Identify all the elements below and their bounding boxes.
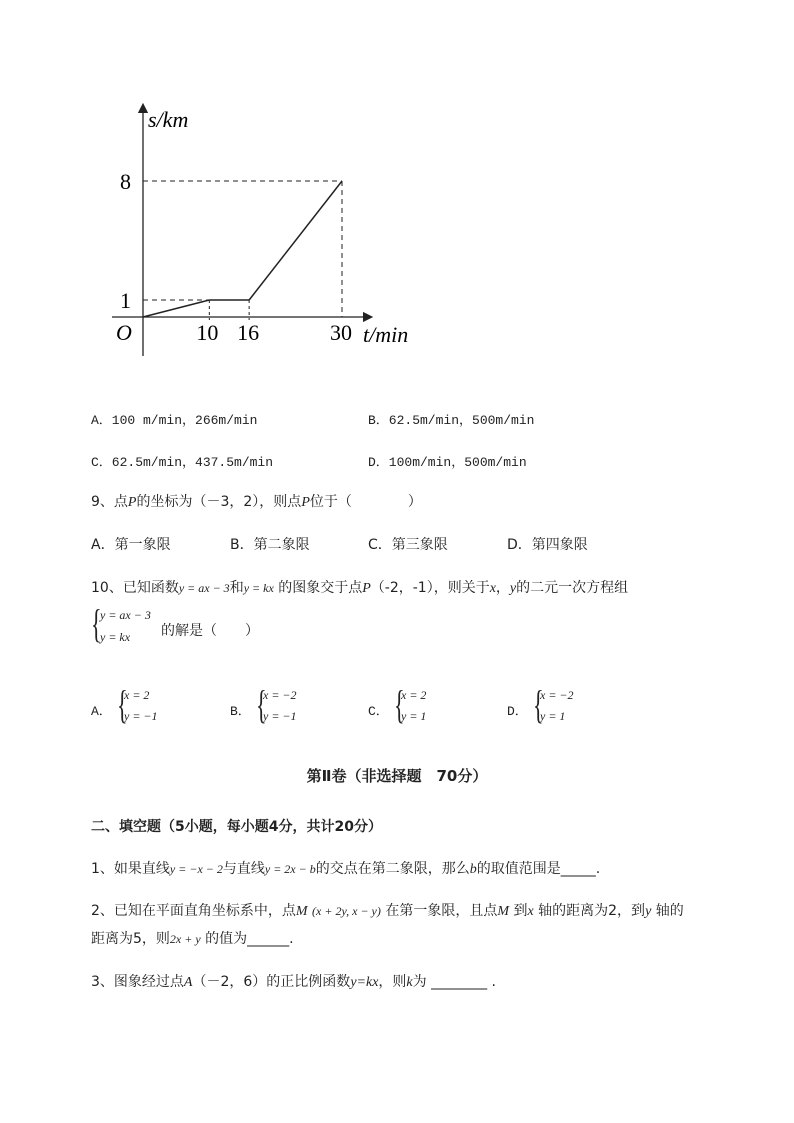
q10-comma: ， <box>495 580 510 596</box>
series-segment <box>249 181 342 300</box>
q10-option-d-bottom: y = 1 <box>540 709 566 723</box>
q10-option-a[interactable] <box>91 682 211 727</box>
part2-title: 第Ⅱ卷（非选择题 70分） <box>306 767 488 785</box>
q10-stem-c: （-2，-1），则关于 <box>370 580 490 596</box>
fill-q1-c: 的交点在第二象限，那么 <box>315 861 470 877</box>
q10-option-d[interactable] <box>507 682 627 727</box>
fill-q1-f2: y = 2x − b <box>264 862 316 876</box>
fill-q2-x: x <box>527 904 534 919</box>
q10-option-a-bottom: y = −1 <box>124 709 158 723</box>
q9-stem <box>91 491 422 511</box>
q10-option-a-letter: A． <box>91 704 112 719</box>
q10-system-brace: { <box>91 601 102 646</box>
fill-q1-var: b <box>469 862 477 877</box>
q10-option-b-letter: B． <box>230 704 251 719</box>
q10-and: 和 <box>229 580 244 596</box>
origin-label: O <box>116 320 132 345</box>
q10-stem-d: 的二元一次方程组 <box>516 580 629 596</box>
fill-q2-line2 <box>91 928 294 948</box>
fill-q1-a: 1、如果直线 <box>91 861 170 877</box>
x-tick-label-16: 16 <box>237 320 260 345</box>
q10-option-c-letter: C． <box>368 704 389 719</box>
y-tick-label-8: 8 <box>120 169 131 194</box>
fill-q3-b: （－2，6）的正比例函数 <box>192 974 351 990</box>
q10-y: y <box>509 581 517 596</box>
fill-q2-coord: (x + 2y, x − y) <box>312 904 381 918</box>
fill-q2-g: 的值为______. <box>205 931 294 947</box>
fill-q1 <box>91 858 600 878</box>
x-axis-label: t/min <box>363 322 409 347</box>
q10-f1: y = ax − 3 <box>178 581 230 595</box>
q10-stem-b: 的图象交于点 <box>278 580 363 596</box>
x-tick-label-30: 30 <box>330 320 352 345</box>
fill-q2-M: M <box>295 904 308 919</box>
fill-q2-c: 到 <box>513 903 528 919</box>
q10-option-d-letter: D． <box>507 704 528 719</box>
q10-option-b-top: x = −2 <box>263 688 297 702</box>
fill-q3-f: y=kx <box>350 975 379 990</box>
fill-q2-a: 2、已知在平面直角坐标系中，点 <box>91 903 296 919</box>
fill-q3-k: k <box>406 975 413 990</box>
q9-option-a[interactable]: A．第一象限 <box>91 537 171 553</box>
q10-f2: y = kx <box>243 581 274 595</box>
q8-option-c[interactable]: C．62.5m/min，437.5m/min <box>91 455 274 470</box>
series-segment <box>143 300 209 317</box>
q10-stem-a: 10、已知函数 <box>91 580 179 596</box>
q9-option-d[interactable]: D．第四象限 <box>507 537 588 553</box>
q9-var: P <box>127 495 137 510</box>
q8-option-d[interactable]: D．100m/min，500m/min <box>368 455 527 470</box>
fill-q1-d: 的取值范围是_____. <box>476 861 601 877</box>
q10-option-c-top: x = 2 <box>401 688 427 702</box>
fill-q1-b: 与直线 <box>222 861 265 877</box>
q10-option-c-brace: { <box>394 682 405 727</box>
q10-system-bottom: y = kx <box>100 630 131 644</box>
fill-q3-a: 3、图象经过点 <box>91 974 184 990</box>
q10-option-b-brace: { <box>256 682 267 727</box>
q10-option-c[interactable] <box>368 682 488 727</box>
fill-q2-b: 在第一象限，且点 <box>385 903 498 919</box>
q9-stem-a: 9、点 <box>91 494 128 510</box>
fill-q1-f1: y = −x − 2 <box>169 862 223 876</box>
q9-var-2: P <box>301 495 310 510</box>
part2-section-heading: 二、填空题（5小题，每小题4分，共计20分） <box>91 819 382 835</box>
q8-option-b[interactable]: B．62.5m/min，500m/min <box>368 413 535 428</box>
fill-q2-y: y <box>645 904 652 919</box>
q10-stem <box>91 577 628 597</box>
q8-option-a[interactable]: A．100 m/min，266m/min <box>91 413 258 428</box>
q9-option-b[interactable]: B．第二象限 <box>230 537 310 553</box>
fill-q3-A: A <box>183 975 193 990</box>
q10-option-b-bottom: y = −1 <box>263 709 297 723</box>
q9-stem-c: 位于（ ） <box>309 494 422 510</box>
q10-option-a-brace: { <box>117 682 128 727</box>
y-axis-label: s/km <box>148 107 189 132</box>
fill-q2-line1 <box>91 900 684 920</box>
q9-option-c[interactable]: C．第三象限 <box>368 537 448 553</box>
q10-option-b[interactable] <box>230 682 350 727</box>
fill-q3 <box>91 971 496 991</box>
x-tick-label-10: 10 <box>196 320 219 345</box>
q10-option-c-bottom: y = 1 <box>401 709 427 723</box>
fill-q3-d: 为 ________ . <box>412 974 496 990</box>
q10-system-top: y = ax − 3 <box>100 608 151 622</box>
fill-q2-M2: M <box>497 904 510 919</box>
q9-stem-b: 的坐标为（－3，2），则点 <box>136 494 302 510</box>
y-tick-label-1: 1 <box>120 288 131 313</box>
fill-q2-e: 轴的 <box>655 903 684 919</box>
fill-q2-expr: 2x + y <box>169 932 201 946</box>
distance-time-graph <box>0 0 794 380</box>
fill-q2-f: 距离为5，则 <box>91 931 170 947</box>
q10-P: P <box>362 581 371 596</box>
q10-option-a-top: x = 2 <box>124 688 150 702</box>
q10-option-d-top: x = −2 <box>540 688 574 702</box>
q10-stem-e: 的解是（ ） <box>161 623 259 639</box>
fill-q2-d: 轴的距离为2，到 <box>538 903 646 919</box>
fill-q3-c: ，则 <box>378 974 407 990</box>
q10-x: x <box>489 581 496 596</box>
q10-option-d-brace: { <box>533 682 544 727</box>
